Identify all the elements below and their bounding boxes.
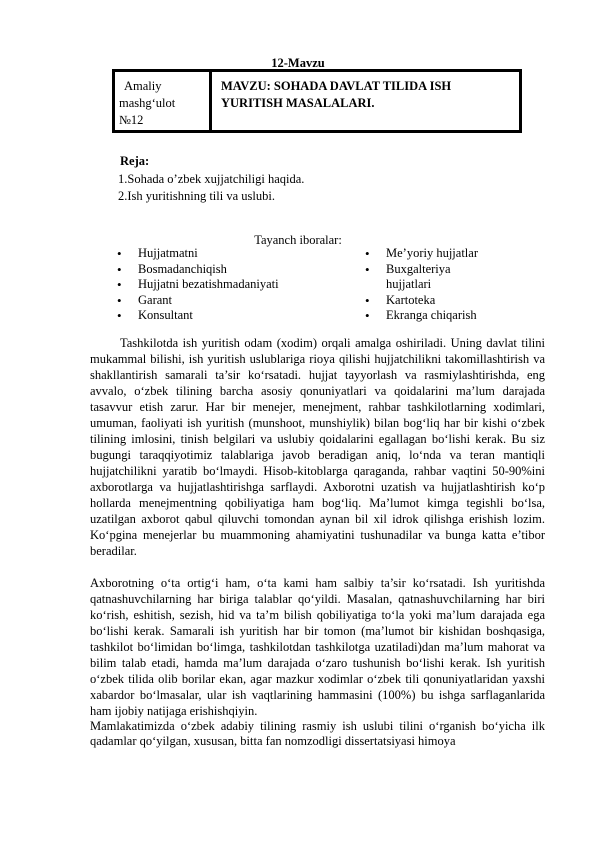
keyword-item: • Hujjatmatni xyxy=(116,246,336,262)
keywords-right-list xyxy=(364,246,514,324)
keyword-item: • Me’yoriy hujjatlar xyxy=(364,246,514,262)
body-paragraph-text: Mamlakatimizda o‘zbek adabiy tilining rasmiy ish uslubi tilini o‘rganish bo‘yicha ilk qadamlar qo‘yilgan, xususan, bitta fan nomzodligi dissertatsiyasi himoya xyxy=(90,719,545,748)
keyword-item: • Garant xyxy=(116,293,336,309)
topic-number: 12-Mavzu xyxy=(271,57,325,68)
plan-title: Reja: xyxy=(120,154,150,168)
body-paragraph-text: Tashkilotda ish yuritish odam (xodim) orqali amalga oshiriladi. Uning davlat tilini mukammal bilishi, ish yuritish uslublariga rioya qilishi hujjatchilikni takomillashtirish va shakllantirish samarali ta’sir ko‘rsatadi. hujjat tayyorlash va rasmiylashtirishda, eng avvalo, o‘zbek tilining barcha asosiy qonuniyatlari va qoidalarini ma’lum darajada tasavvur etish zarur. Har bir menejer, menejment, rahbar tashkilotlarning xodimlari, umuman, faoliyati ish yuritish (munshoot, munshiylik) bilan bog‘liq har bir kishi o‘zbek tilining imlosini, tinish belgilari va uslubiy qoidalarini egallagan bo‘lishi kerak. Bu siz bugungi taraqqiyotimiz talablariga javob beradigan aniq, lo‘nda va teran mantiqli hujjatchilikni yaratib bo‘lmaydi. Hisob-kitoblarga qaraganda, rahbar vaqtini 50-90%ini axborotlarga va hujjatlashtirishga sarflaydi. Axborotni uzatish va hujjatlashtirish ko‘p hollarda menejmentning qobiliyatiga ham bog‘liq. Ma’lumot kimga tegishli bo‘lsa, uzatilgan axborot qabul qiluvchi tomondan aynan bil xil idrok qilishga erishish lozim. Ko‘pgina menejerlar bu muammoning ahamiyatini tushunadilar va bunga katta e’tibor beradilar. xyxy=(90,336,545,558)
session-label xyxy=(115,72,212,130)
plan-item: 2.Ish yuritishning tili va uslubi. xyxy=(118,189,275,203)
session-label-line: mashg‘ulot xyxy=(119,96,176,110)
keyword-item: • Hujjatni bezatishmadaniyati xyxy=(116,277,336,293)
keywords-left-list xyxy=(116,246,336,324)
topic-header-box xyxy=(112,69,522,133)
body-paragraph xyxy=(90,335,545,559)
keyword-item: • Kartoteka xyxy=(364,293,514,309)
body-paragraph xyxy=(90,719,545,749)
topic-title: MAVZU: SOHADA DAVLAT TILIDA ISH YURITISH MASALALARI. xyxy=(221,79,452,110)
keyword-item: • Ekranga chiqarish xyxy=(364,308,514,324)
keyword-item: • Konsultant xyxy=(116,308,336,324)
keyword-item: • Buxgalteriya hujjatlari xyxy=(364,262,466,293)
keyword-item: • Bosmadanchiqish xyxy=(116,262,336,278)
body-paragraph-text: Axborotning o‘ta ortig‘i ham, o‘ta kami ham salbiy ta’sir ko‘rsatadi. Ish yuritishda qatnashuvchilarning har biriga talablar qo‘yildi. Masalan, qatnashuvchilarning har biri ko‘rish, eshitish, sezish, hid va ta’m bilish qobiliyatiga to‘la yoki ma’lum darajada ega bo‘lishi kerak. Samarali ish yuritish har bir tomon (ma’lumot bir kishidan boshqasiga, tashkilot bo‘limidan bo‘limga, tashkilotdan tashkilotga uzatiladi)dan ma’lum mahorat va bilim talab etadi, hamda ma’lum darajada o‘zaro tushunish bo‘lishi kerak. Ish yuritish o‘zbek tilida olib borilar ekan, agar mazkur xodimlar o‘zbek tili qonuniyatlaridan yaxshi xabardor bo‘lmasalar, ular ish vaqtlarining hammasini (100%) bu ishga sarflaganlarida ham ijobiy natijaga erishishqiyin. xyxy=(90,576,545,718)
session-label-line: Amaliy xyxy=(124,79,162,93)
body-paragraph xyxy=(90,575,545,719)
plan-item: 1.Sohada o’zbek xujjatchiligi haqida. xyxy=(118,172,305,186)
session-label-line: №12 xyxy=(119,113,144,127)
keywords-title: Tayanch iboralar: xyxy=(254,233,342,247)
